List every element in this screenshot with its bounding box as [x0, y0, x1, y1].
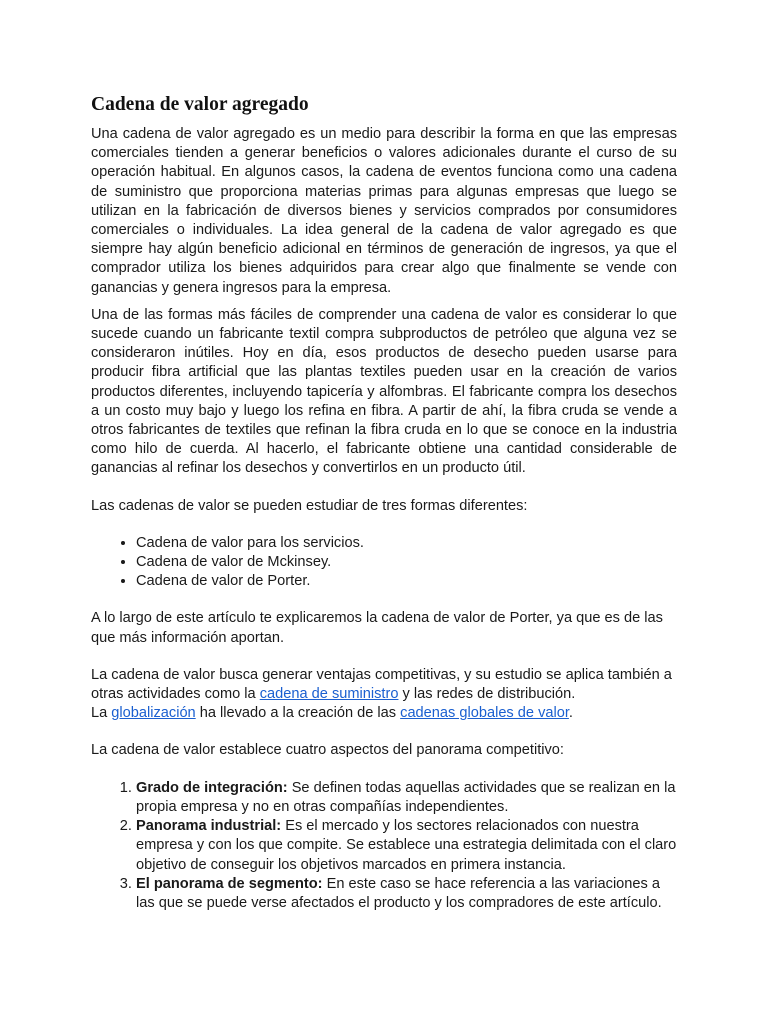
list-item [136, 875, 677, 913]
numbered-list [91, 779, 677, 913]
list-term: Grado de integración: [136, 779, 288, 796]
link-globalizacion[interactable]: globalización [111, 705, 196, 722]
list-item: • Cadena de valor de Porter. [136, 572, 677, 591]
text-span: La [91, 705, 112, 722]
list-item [136, 779, 677, 817]
bullet-list [91, 534, 677, 592]
paragraph-example: Una de las formas más fáciles de comprender una cadena de valor es considerar lo que sucede cuando un fabricante textil compra subproductos de petróleo que alguna vez se consideraron inútiles. Hoy en día, esos productos de desecho pueden usarse para producir fibra artificial que las plantas textiles pueden usar en la creación de varios productos diferentes, incluyendo tapicería y alfombras. El fabricante compra los desechos a un costo muy bajo y luego los refina en fibra. A partir de ahí, la fibra cruda se vende a otros fabricantes de textiles que refinan la fibra cruda en lo que se conoce en la industria como hilo de cuerda. Al hacerlo, el fabricante obtiene una cantidad considerable de ganancias al refinar los desechos y convertirlos en un producto útil. [91, 306, 677, 477]
paragraph-globalization [91, 704, 677, 723]
paragraph-competitive [91, 666, 677, 704]
paragraph-study-forms: Las cadenas de valor se pueden estudiar de tres formas diferentes: [91, 497, 528, 514]
text-span: y las redes de distribución. [398, 686, 576, 703]
list-item: • Cadena de valor de Mckinsey. [136, 553, 677, 572]
paragraph-intro: Una cadena de valor agregado es un medio para describir la forma en que las empresas comerciales tienden a generar beneficios o valores adicionales durante el curso de su operación habitual. En algunos casos, la cadena de eventos funciona como una cadena de suministro que proporciona materias primas para algunas empresas que luego se utilizan en la fabricación de diversos bienes y servicios comprados por consumidores comerciales o individuales. La idea general de la cadena de valor agregado es que siempre hay algún beneficio adicional en términos de generación de ingresos, ya que el comprador utiliza los bienes adquiridos para crear algo que finalmente se vende con ganancias y genera ingresos para la empresa. [91, 126, 677, 296]
document-title: Cadena de valor agregado [91, 94, 309, 115]
text-span: La cadena de valor busca generar ventajas competitivas, y su estudio se aplica también a otras actividades como la [91, 666, 672, 703]
text-span: . [568, 705, 573, 722]
list-text: En este caso se hace referencia a las variaciones a las que se puede verse afectados el producto y los compradores de este artículo. [136, 875, 662, 911]
list-term: Panorama industrial: [136, 818, 282, 835]
document-body [91, 93, 677, 913]
list-text: Se definen todas aquellas actividades que se realizan en la propia empresa y no en otras compañías independientes. [136, 779, 676, 815]
paragraph-aspects: La cadena de valor establece cuatro aspectos del panorama competitivo: [91, 742, 564, 759]
list-item: • Cadena de valor para los servicios. [136, 534, 677, 553]
list-item [136, 817, 677, 875]
text-span: ha llevado a la creación de las [195, 705, 401, 722]
link-cadenas-globales-de-valor[interactable]: cadenas globales de valor [400, 705, 569, 722]
list-text: Es el mercado y los sectores relacionados con nuestra empresa y con los que compite. Se establece una estrategia delimitada con el claro objetivo de conseguir los objetivos marcados en primera instancia. [136, 818, 677, 873]
list-term: El panorama de segmento: [136, 875, 323, 892]
link-cadena-de-suministro[interactable]: cadena de suministro [259, 686, 399, 703]
paragraph-porter: A lo largo de este artículo te explicaremos la cadena de valor de Porter, ya que es de las que más información aportan. [91, 610, 663, 646]
